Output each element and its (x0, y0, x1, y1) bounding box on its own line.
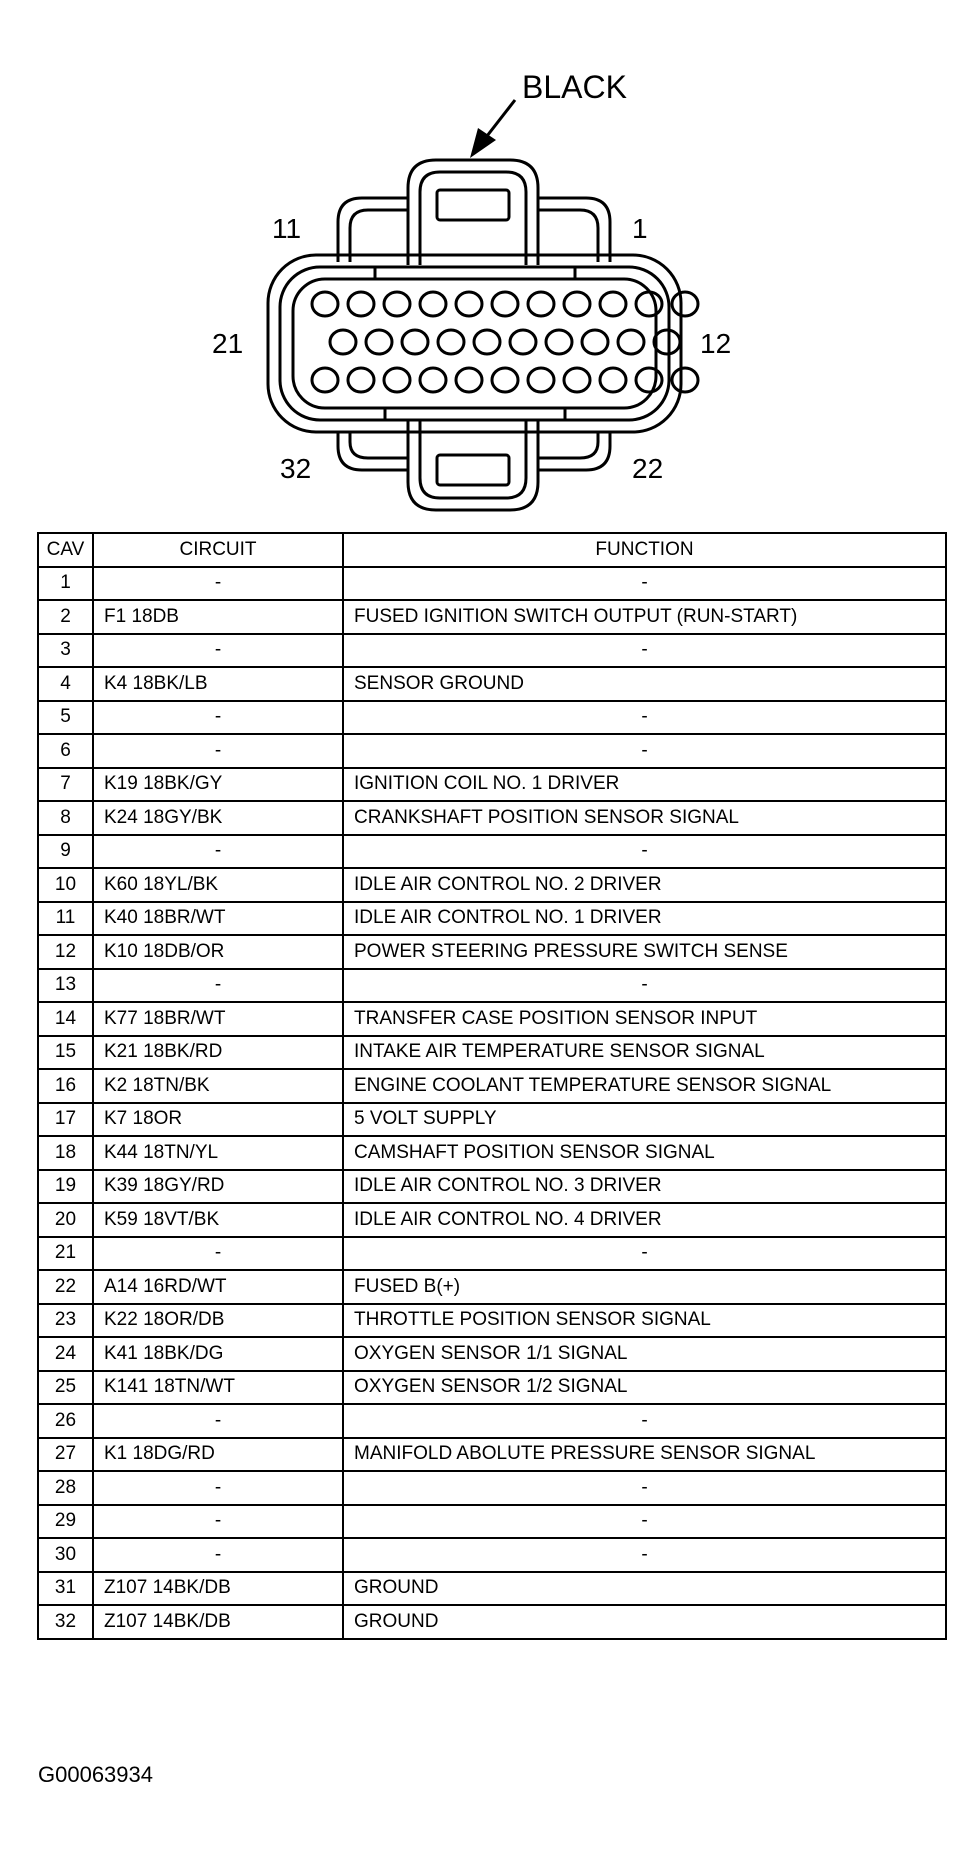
pin-hole (348, 368, 374, 392)
table-row (38, 969, 946, 1003)
table-row (38, 1304, 946, 1338)
cav-cell: 3 (38, 634, 93, 668)
cavity-label-1: 1 (632, 213, 648, 244)
pin-hole (474, 330, 500, 354)
circuit-cell: Z107 14BK/DB (93, 1605, 343, 1639)
circuit-cell: Z107 14BK/DB (93, 1572, 343, 1606)
cavity-label-32: 32 (280, 453, 312, 484)
cav-cell: 10 (38, 868, 93, 902)
cav-cell: 22 (38, 1270, 93, 1304)
circuit-cell: - (93, 969, 343, 1003)
table-row (38, 935, 946, 969)
function-cell: SENSOR GROUND (343, 667, 946, 701)
table-row (38, 1103, 946, 1137)
table-row (38, 1002, 946, 1036)
circuit-cell: - (93, 835, 343, 869)
circuit-cell: K10 18DB/OR (93, 935, 343, 969)
function-cell: - (343, 969, 946, 1003)
circuit-cell: K2 18TN/BK (93, 1069, 343, 1103)
header-circuit: CIRCUIT (93, 533, 343, 567)
cav-cell: 7 (38, 768, 93, 802)
circuit-cell: - (93, 567, 343, 601)
circuit-cell: - (93, 1237, 343, 1271)
pin-hole (654, 330, 680, 354)
cav-cell: 24 (38, 1337, 93, 1371)
pin-hole (456, 292, 482, 316)
table-row (38, 1404, 946, 1438)
function-cell: OXYGEN SENSOR 1/2 SIGNAL (343, 1371, 946, 1405)
table-row (38, 1036, 946, 1070)
table-row (38, 1337, 946, 1371)
cav-cell: 16 (38, 1069, 93, 1103)
table-row (38, 868, 946, 902)
function-cell: - (343, 1538, 946, 1572)
cav-cell: 25 (38, 1371, 93, 1405)
cav-cell: 4 (38, 667, 93, 701)
pinout-rows (38, 567, 946, 1639)
cav-cell: 23 (38, 1304, 93, 1338)
circuit-cell: K59 18VT/BK (93, 1203, 343, 1237)
function-cell: POWER STEERING PRESSURE SWITCH SENSE (343, 935, 946, 969)
function-cell: TRANSFER CASE POSITION SENSOR INPUT (343, 1002, 946, 1036)
function-cell: IDLE AIR CONTROL NO. 1 DRIVER (343, 902, 946, 936)
function-cell: IGNITION COIL NO. 1 DRIVER (343, 768, 946, 802)
table-row (38, 1605, 946, 1639)
pin-hole (456, 368, 482, 392)
table-row (38, 1069, 946, 1103)
cav-cell: 32 (38, 1605, 93, 1639)
function-cell: CAMSHAFT POSITION SENSOR SIGNAL (343, 1136, 946, 1170)
cav-cell: 30 (38, 1538, 93, 1572)
cav-cell: 11 (38, 902, 93, 936)
cav-cell: 20 (38, 1203, 93, 1237)
circuit-cell: K39 18GY/RD (93, 1170, 343, 1204)
cav-cell: 17 (38, 1103, 93, 1137)
function-cell: - (343, 634, 946, 668)
pin-hole (636, 368, 662, 392)
table-row (38, 600, 946, 634)
connector-diagram (0, 0, 980, 535)
circuit-cell: F1 18DB (93, 600, 343, 634)
figure-id: G00063934 (38, 1762, 153, 1787)
circuit-cell: - (93, 734, 343, 768)
pin-hole (618, 330, 644, 354)
cav-cell: 8 (38, 801, 93, 835)
pin-hole (564, 368, 590, 392)
pinout-table (37, 532, 947, 1640)
pin-hole (672, 368, 698, 392)
cav-cell: 31 (38, 1572, 93, 1606)
pin-hole (402, 330, 428, 354)
table-row (38, 835, 946, 869)
table-row (38, 801, 946, 835)
function-cell: - (343, 1505, 946, 1539)
cavity-label-11: 11 (272, 213, 302, 244)
cav-cell: 6 (38, 734, 93, 768)
table-row (38, 567, 946, 601)
cav-cell: 26 (38, 1404, 93, 1438)
table-row (38, 1237, 946, 1271)
cav-cell: 13 (38, 969, 93, 1003)
function-cell: ENGINE COOLANT TEMPERATURE SENSOR SIGNAL (343, 1069, 946, 1103)
cav-cell: 1 (38, 567, 93, 601)
function-cell: - (343, 701, 946, 735)
cav-cell: 15 (38, 1036, 93, 1070)
cav-cell: 12 (38, 935, 93, 969)
header-cav: CAV (38, 533, 93, 567)
circuit-cell: K141 18TN/WT (93, 1371, 343, 1405)
pin-hole (312, 368, 338, 392)
table-row (38, 1505, 946, 1539)
table-row (38, 701, 946, 735)
table-row (38, 667, 946, 701)
color-callout-arrow (470, 100, 515, 158)
circuit-cell: K21 18BK/RD (93, 1036, 343, 1070)
table-row (38, 1170, 946, 1204)
circuit-cell: A14 16RD/WT (93, 1270, 343, 1304)
circuit-cell: - (93, 634, 343, 668)
circuit-cell: K19 18BK/GY (93, 768, 343, 802)
pin-hole (384, 368, 410, 392)
circuit-cell: - (93, 1538, 343, 1572)
table-row (38, 1136, 946, 1170)
function-cell: - (343, 567, 946, 601)
pin-hole (546, 330, 572, 354)
circuit-cell: K1 18DG/RD (93, 1438, 343, 1472)
cav-cell: 9 (38, 835, 93, 869)
circuit-cell: K41 18BK/DG (93, 1337, 343, 1371)
function-cell: IDLE AIR CONTROL NO. 2 DRIVER (343, 868, 946, 902)
pin-hole (384, 292, 410, 316)
pin-hole (510, 330, 536, 354)
circuit-cell: - (93, 1404, 343, 1438)
pin-hole (528, 292, 554, 316)
circuit-cell: K4 18BK/LB (93, 667, 343, 701)
circuit-cell: - (93, 701, 343, 735)
function-cell: OXYGEN SENSOR 1/1 SIGNAL (343, 1337, 946, 1371)
table-row (38, 634, 946, 668)
cav-cell: 29 (38, 1505, 93, 1539)
pin-hole (420, 368, 446, 392)
function-cell: GROUND (343, 1572, 946, 1606)
cav-cell: 18 (38, 1136, 93, 1170)
function-cell: - (343, 734, 946, 768)
function-cell: GROUND (343, 1605, 946, 1639)
table-header-row (38, 533, 946, 567)
pin-hole (672, 292, 698, 316)
connector-color-label: BLACK (522, 69, 627, 105)
pin-hole (492, 368, 518, 392)
pin-hole (492, 292, 518, 316)
pin-hole (348, 292, 374, 316)
circuit-cell: K24 18GY/BK (93, 801, 343, 835)
function-cell: THROTTLE POSITION SENSOR SIGNAL (343, 1304, 946, 1338)
pin-hole (528, 368, 554, 392)
function-cell: - (343, 1237, 946, 1271)
table-row (38, 902, 946, 936)
table-row (38, 1438, 946, 1472)
cavity-label-12: 12 (700, 328, 732, 359)
function-cell: - (343, 1471, 946, 1505)
pin-hole (366, 330, 392, 354)
cavity-label-22: 22 (632, 453, 664, 484)
header-function: FUNCTION (343, 533, 946, 567)
cav-cell: 5 (38, 701, 93, 735)
function-cell: - (343, 1404, 946, 1438)
function-cell: - (343, 835, 946, 869)
circuit-cell: K22 18OR/DB (93, 1304, 343, 1338)
pin-hole (330, 330, 356, 354)
function-cell: MANIFOLD ABOLUTE PRESSURE SENSOR SIGNAL (343, 1438, 946, 1472)
function-cell: IDLE AIR CONTROL NO. 3 DRIVER (343, 1170, 946, 1204)
pin-hole (420, 292, 446, 316)
circuit-cell: K60 18YL/BK (93, 868, 343, 902)
cav-cell: 2 (38, 600, 93, 634)
table-row (38, 1572, 946, 1606)
pin-holes (312, 292, 698, 392)
function-cell: 5 VOLT SUPPLY (343, 1103, 946, 1137)
pin-hole (600, 292, 626, 316)
circuit-cell: K77 18BR/WT (93, 1002, 343, 1036)
table-row (38, 768, 946, 802)
cav-cell: 28 (38, 1471, 93, 1505)
cav-cell: 27 (38, 1438, 93, 1472)
pin-hole (312, 292, 338, 316)
function-cell: FUSED IGNITION SWITCH OUTPUT (RUN-START) (343, 600, 946, 634)
circuit-cell: - (93, 1505, 343, 1539)
cav-cell: 14 (38, 1002, 93, 1036)
table-row (38, 1471, 946, 1505)
circuit-cell: K44 18TN/YL (93, 1136, 343, 1170)
table-row (38, 1270, 946, 1304)
cavity-label-21: 21 (212, 328, 244, 359)
function-cell: FUSED B(+) (343, 1270, 946, 1304)
pin-hole (600, 368, 626, 392)
table-row (38, 1203, 946, 1237)
cav-cell: 21 (38, 1237, 93, 1271)
function-cell: INTAKE AIR TEMPERATURE SENSOR SIGNAL (343, 1036, 946, 1070)
pin-hole (636, 292, 662, 316)
pin-hole (582, 330, 608, 354)
circuit-cell: K7 18OR (93, 1103, 343, 1137)
cav-cell: 19 (38, 1170, 93, 1204)
circuit-cell: K40 18BR/WT (93, 902, 343, 936)
table-row (38, 1371, 946, 1405)
table-row (38, 1538, 946, 1572)
function-cell: IDLE AIR CONTROL NO. 4 DRIVER (343, 1203, 946, 1237)
circuit-cell: - (93, 1471, 343, 1505)
pin-hole (564, 292, 590, 316)
function-cell: CRANKSHAFT POSITION SENSOR SIGNAL (343, 801, 946, 835)
pin-hole (438, 330, 464, 354)
table-row (38, 734, 946, 768)
